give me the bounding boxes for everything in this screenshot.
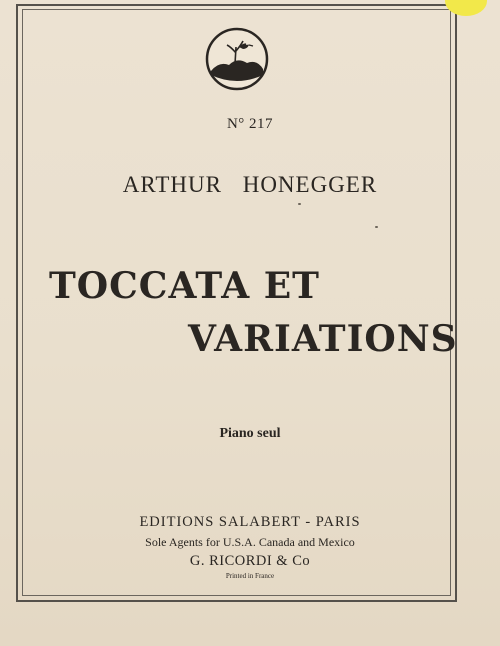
publisher-name: EDITIONS SALABERT - PARIS — [139, 514, 361, 530]
sole-agents-line: Sole Agents for U.S.A. Canada and Mexico — [145, 535, 355, 549]
paper-speck — [375, 226, 378, 228]
title-line-1: TOCCATA ET — [49, 265, 320, 307]
agent-name: G. RICORDI & Co — [189, 553, 311, 569]
title-line-2: VARIATIONS — [188, 318, 458, 360]
bird-on-shrub-emblem-icon — [205, 27, 269, 91]
paper-speck — [298, 203, 301, 205]
composer-name: ARTHUR HONEGGER — [122, 172, 378, 197]
catalog-number: N° 217 — [226, 116, 274, 132]
printed-in-france: Printed in France — [225, 572, 275, 580]
instrumentation: Piano seul — [219, 426, 281, 441]
